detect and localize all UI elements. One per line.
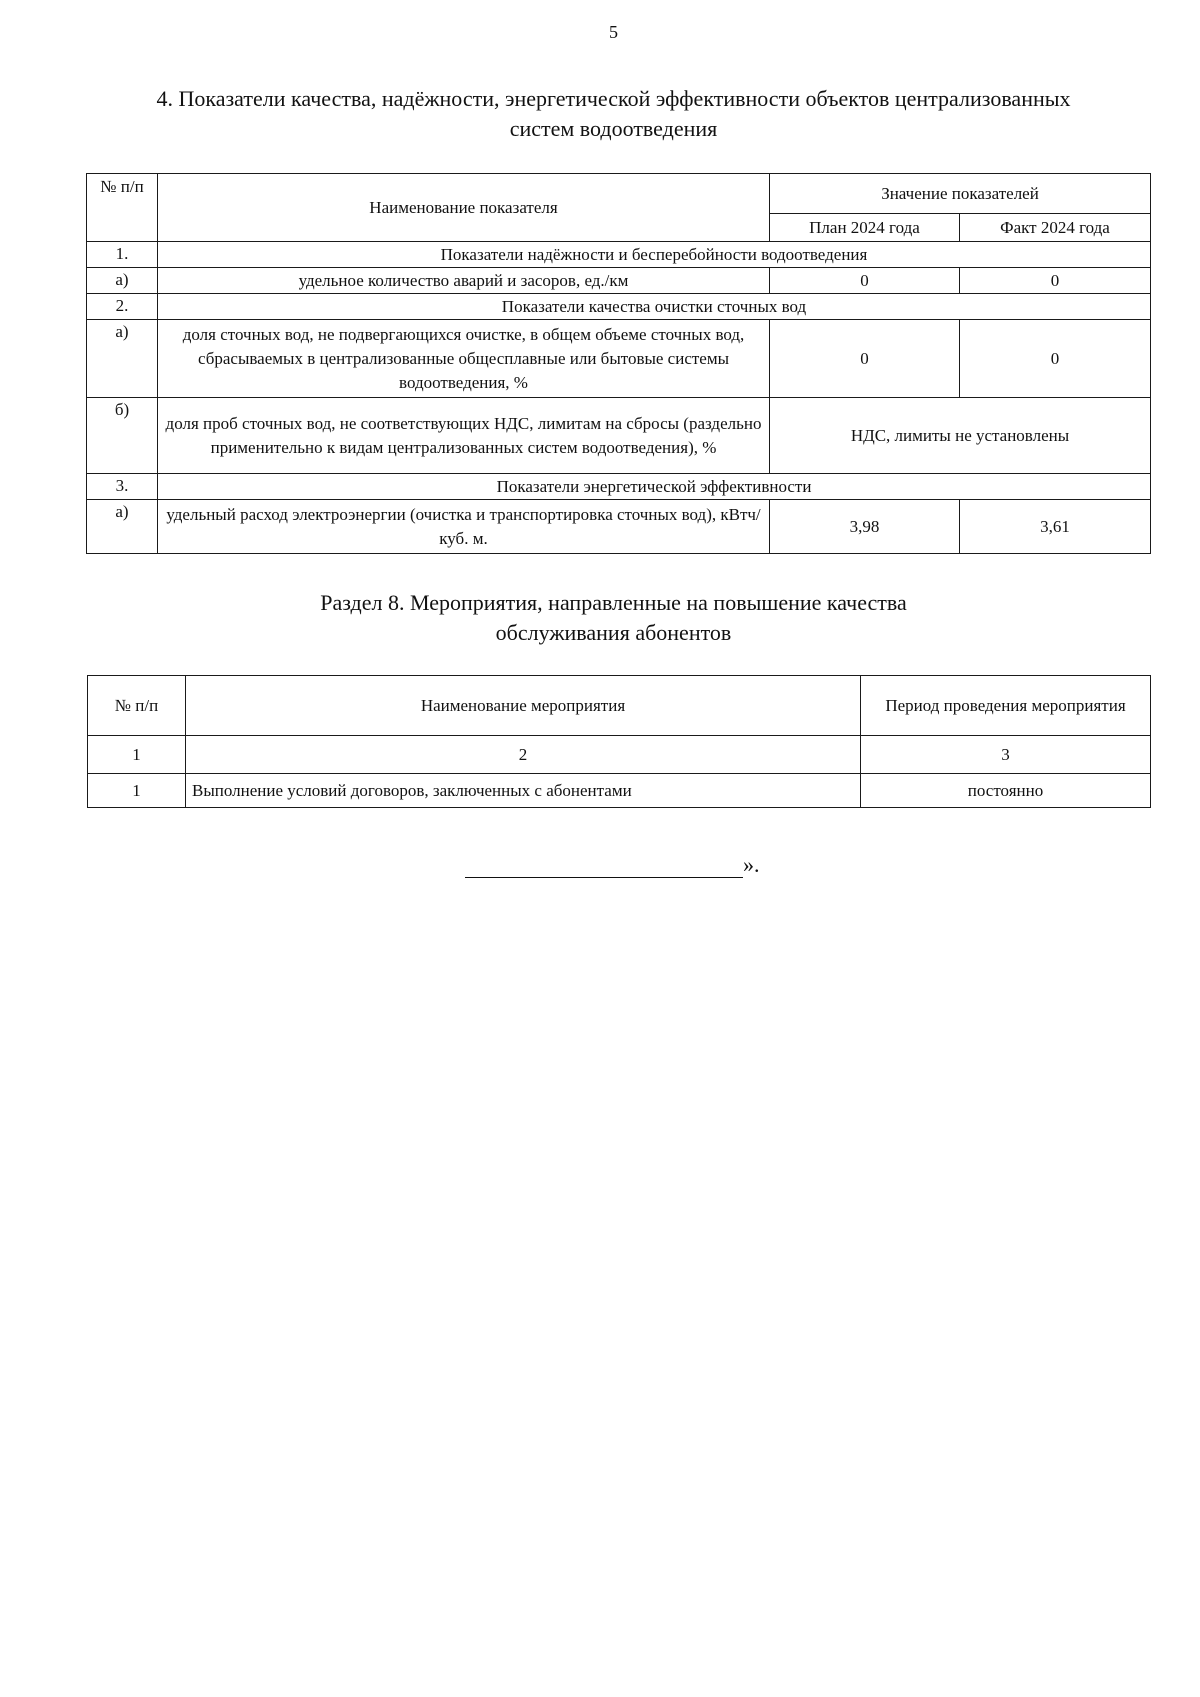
section-4-title-line-1: 4. Показатели качества, надёжности, энергетической эффективности объектов централизованных	[156, 86, 1071, 111]
row-num-cell: а)	[87, 320, 158, 398]
group-title-cell: Показатели надёжности и бесперебойности водоотведения	[158, 242, 1151, 268]
indicators-table-body	[87, 242, 1151, 554]
indicator-row	[87, 398, 1151, 474]
section-8-title-line-1: Раздел 8. Мероприятия, направленные на повышение качества	[320, 590, 907, 615]
header-plan-cell: План 2024 года	[770, 214, 960, 242]
group-row	[87, 294, 1151, 320]
fact-value-cell: 3,61	[960, 500, 1151, 554]
plan-value-cell: 0	[770, 268, 960, 294]
group-title-cell: Показатели энергетической эффективности	[158, 474, 1151, 500]
measures-header-num: № п/п	[88, 676, 186, 736]
measures-table	[87, 675, 1151, 808]
indicator-name-cell: доля сточных вод, не подвергающихся очистке, в общем объеме сточных вод, сбрасываемых в централизованные общесплавные или бытовые системы водоотведения, %	[158, 320, 770, 398]
row-num-cell: 3.	[87, 474, 158, 500]
indicator-row	[87, 320, 1151, 398]
indicator-row	[87, 268, 1151, 294]
measures-index-name: 2	[186, 736, 861, 774]
fact-value-cell: 0	[960, 268, 1151, 294]
measures-index-period: 3	[861, 736, 1151, 774]
row-num-cell: а)	[87, 500, 158, 554]
plan-value-cell: 0	[770, 320, 960, 398]
row-num-cell: а)	[87, 268, 158, 294]
header-num-cell: № п/п	[87, 174, 158, 242]
header-name-cell: Наименование показателя	[158, 174, 770, 242]
row-num-cell: 2.	[87, 294, 158, 320]
group-row	[87, 242, 1151, 268]
indicator-name-cell: удельное количество аварий и засоров, ед./км	[158, 268, 770, 294]
group-row	[87, 474, 1151, 500]
page-number: 5	[609, 22, 618, 42]
section-4-title-line-2: систем водоотведения	[509, 116, 718, 141]
section-8-title	[0, 588, 1200, 648]
measures-index-num: 1	[88, 736, 186, 774]
measures-header-period: Период проведения мероприятия	[861, 676, 1151, 736]
plan-value-cell: 3,98	[770, 500, 960, 554]
closing-line	[465, 852, 760, 878]
section-4-title	[0, 84, 1200, 144]
measure-row-num: 1	[88, 774, 186, 808]
indicator-name-cell: удельный расход электроэнергии (очистка и транспортировка сточных вод), кВтч/куб. м.	[158, 500, 770, 554]
measures-header-name: Наименование мероприятия	[186, 676, 861, 736]
measure-row-period: постоянно	[861, 774, 1151, 808]
row-num-cell: 1.	[87, 242, 158, 268]
closing-quote: ».	[743, 852, 760, 877]
indicator-row	[87, 500, 1151, 554]
indicator-name-cell: доля проб сточных вод, не соответствующих НДС, лимитам на сбросы (раздельно применительно к видам централизованных систем водоотведения), %	[158, 398, 770, 474]
row-num-cell: б)	[87, 398, 158, 474]
fact-value-cell: 0	[960, 320, 1151, 398]
header-values-cell: Значение показателей	[770, 174, 1151, 214]
merged-value-cell: НДС, лимиты не установлены	[770, 398, 1151, 474]
group-title-cell: Показатели качества очистки сточных вод	[158, 294, 1151, 320]
section-8-title-line-2: обслуживания абонентов	[495, 620, 732, 645]
header-fact-cell: Факт 2024 года	[960, 214, 1151, 242]
indicators-table	[86, 173, 1151, 554]
signature-underline	[465, 855, 743, 878]
measure-row-name: Выполнение условий договоров, заключенных с абонентами	[186, 774, 861, 808]
